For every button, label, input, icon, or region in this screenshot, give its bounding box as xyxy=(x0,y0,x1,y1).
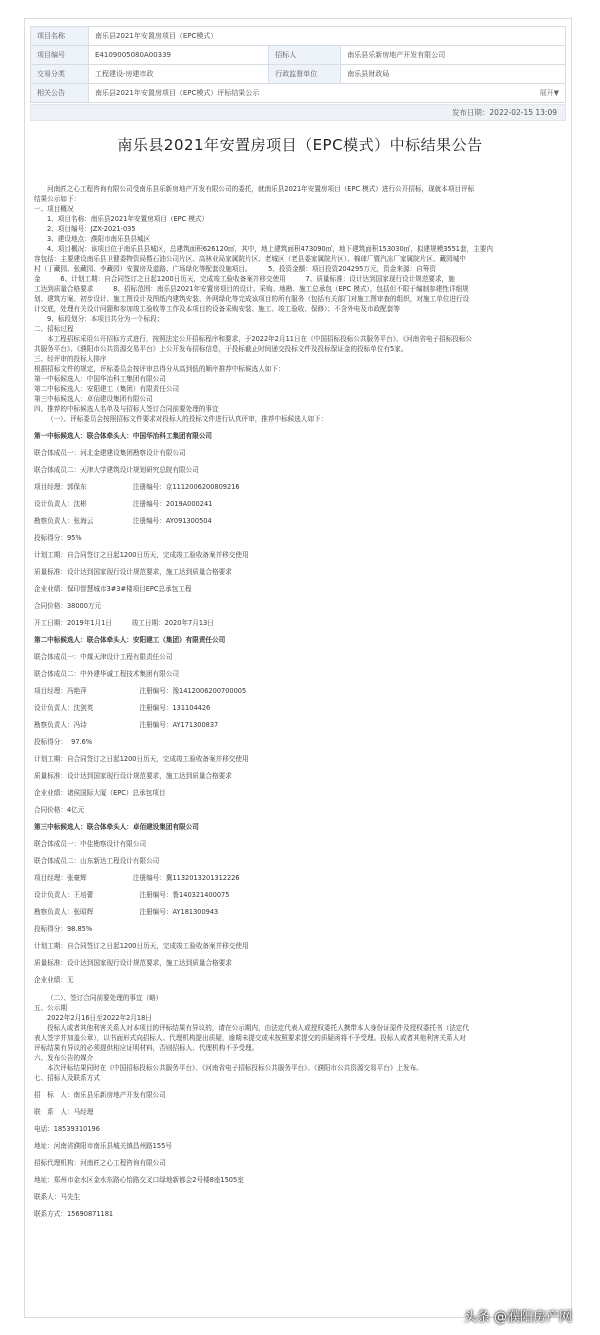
body-line: 2、项目编号：JZX-2021-035 xyxy=(47,225,136,233)
candidate-line: 质量标准：设计达到国家现行设计规范要求，施工达到质量合格要求 xyxy=(34,772,232,780)
candidate-line: 投标得分：98.85% xyxy=(34,925,93,933)
candidate-line: 计划工期：自合同签订之日起1200日历天，完成竣工验收备案并移交使用 xyxy=(34,755,249,763)
intro-line: 结果公示如下： xyxy=(34,195,81,203)
body-line: 3、建设地点：濮阳市南乐县县城区 xyxy=(47,235,151,243)
contact-line: 招 标 人：南乐县乐新房地产开发有限公司 xyxy=(34,1091,166,1099)
contact-line: 招标代理机构：河南匠之心工程咨询有限公司 xyxy=(34,1159,166,1167)
body-line: 共服务平台》、《濮阳市公共资源交易平台》上公开发布招标信息，于投标截止时间递交投标文件及投标保证金的投标单位有5家。 xyxy=(34,345,408,353)
body-line: 第二中标候选人：安阳建工（集团）有限责任公司 xyxy=(34,385,180,393)
related-notice-cell xyxy=(89,84,566,103)
candidate-heading: 第三中标候选人：联合体牵头人：卓佰建设集团有限公司 xyxy=(34,823,199,831)
section-heading: 三、经评审的投标人排序 xyxy=(34,355,107,363)
value-supervisor: 南乐县财政局 xyxy=(341,65,566,84)
notice-body xyxy=(34,184,562,1223)
section-heading: 五、公示期 xyxy=(34,1004,67,1012)
label-tenderer: 招标人 xyxy=(269,46,341,65)
candidate-line: 联合体成员二：山东新达工程设计有限公司 xyxy=(34,857,160,865)
contact-line: 电话：18539310196 xyxy=(34,1125,100,1133)
candidate-line: 联合体成员二：中外建华诚工程技术集团有限公司 xyxy=(34,670,180,678)
body-line: 投标人或者其他利害关系人对本项目的评标结果有异议的，请在公示期内，由法定代表人或授权委托人携带本人身份证原件及授权委托书（法定代 xyxy=(47,1024,469,1032)
candidate-line: 项目经理：张豪辉 注册编号：冀1132013201312226 xyxy=(34,874,240,882)
label-project-name: 项目名称 xyxy=(31,27,89,46)
candidate-line: 设计负责人：沈剑英 注册编号：131104426 xyxy=(34,704,211,712)
page-title: 南乐县2021年安置房项目（EPC模式）中标结果公告 xyxy=(117,136,483,154)
section-heading: 六、发布公告的媒介 xyxy=(34,1054,94,1062)
candidate-line: 联合体成员一：中煤天津设计工程有限责任公司 xyxy=(34,653,173,661)
body-line: 4、项目概况：该项目位于南乐县县城区，总建筑面积626120㎡，其中，地上建筑面积473090㎡，地下建筑面积153030㎡，拟建规模3551套，主要内 xyxy=(47,245,493,253)
label-category: 交易分类 xyxy=(31,65,89,84)
candidate-line: 合同价格：38000万元 xyxy=(34,602,102,610)
label-related-notice: 相关公告 xyxy=(31,84,89,103)
candidate-line: 联合体成员一：中佳勘察设计有限公司 xyxy=(34,840,147,848)
intro-line: 河南匠之心工程咨询有限公司受南乐县乐新房地产开发有限公司的委托，就南乐县2021年安置房项目（EPC 模式）进行公开招标，现就本项目评标 xyxy=(47,185,475,193)
label-supervisor: 行政监督单位 xyxy=(269,65,341,84)
contact-line: 联系人：马先生 xyxy=(34,1193,81,1201)
body-line: （二）、签订合同前要处理的事宜（略） xyxy=(47,994,163,1002)
candidate-line: 计划工期：自合同签订之日起1200日历天，完成竣工验收备案并移交使用 xyxy=(34,551,249,559)
candidate-line: 计划工期：自合同签订之日起1200日历天，完成竣工验收备案并移交使用 xyxy=(34,942,249,950)
candidate-line: 设计负责人：沈彬 注册编号：2019A000241 xyxy=(34,500,213,508)
body-line: 工达到质量合格要求 8、招标范围：南乐县2021年安置房项目的设计、采购、地勘、施工总承包（EPC 模式），包括但不限于编制参建性详细规 xyxy=(34,285,469,293)
candidate-heading: 第一中标候选人：联合体牵头人：中国华冶科工集团有限公司 xyxy=(34,432,213,440)
candidate-line: 合同价格：4亿元 xyxy=(34,806,85,814)
publish-date-bar xyxy=(30,104,566,121)
candidate-line: 设计负责人：王培蕾 注册编号：鲁140321400075 xyxy=(34,891,230,899)
value-project-code: E4109005080A00339 xyxy=(89,46,269,65)
expand-toggle[interactable]: 展开▼ xyxy=(539,89,559,97)
body-line: 本次评标结果同时在《中国招标投标公共服务平台》、《河南省电子招标投标公共服务平台》、《濮阳市公共资源交易平台》上发布。 xyxy=(47,1064,423,1072)
candidate-line: 投标得分： 97.6% xyxy=(34,738,93,746)
section-heading: 七、招标人及联系方式 xyxy=(34,1074,100,1082)
body-line: 金 6、计划工期：自合同签订之日起1200日历天，完成竣工验收备案并移交使用 7、质量标准：设计达到国家现行设计规范要求，施 xyxy=(34,275,455,283)
candidate-line: 联合体成员二：天津大学建筑设计规划研究总院有限公司 xyxy=(34,466,199,474)
body-line: 表人签字并加盖公章），以书面形式向招标人、代理机构提出质疑，逾期未提交或未按照要求提交的质疑函将不予受理。投标人或者其他利害关系人对 xyxy=(34,1034,466,1042)
section-heading: 一、项目概况 xyxy=(34,205,74,213)
project-info-table xyxy=(30,26,566,103)
contact-line: 联 系 人：马经理 xyxy=(34,1108,94,1116)
body-line: 1、项目名称：南乐县2021年安置房项目（EPC 模式） xyxy=(47,215,209,223)
body-line: 村（丁藏园、张藏园、李藏园）安置房及道路、广场绿化等配套设施项目。 5、投资金额：项目投资204295万元，资金来源：自筹资 xyxy=(34,265,436,273)
body-line: 9、标段划分：本项目共分为一个标段； xyxy=(47,315,164,323)
body-line: 2022年2月16日至2022年2月18日 xyxy=(47,1014,152,1022)
body-line: 划、建筑方案、初步设计、施工图设计及图纸内建筑安装、外网绿化等完成该项目的所有服务（包括有关部门对施工图审查的组织，对施工单位进行设 xyxy=(34,295,470,303)
candidate-line: 联合体成员一：河北金建建设集团勘察设计有限公司 xyxy=(34,449,186,457)
section-heading: 二、招标过程 xyxy=(34,325,74,333)
contact-line: 地址：河南省濮阳市南乐县城关镇昌州路155号 xyxy=(34,1142,172,1150)
body-line: 评标结果有异议的必须提供相应证明材料，否则招标人、代理机构不予受理。 xyxy=(34,1044,259,1052)
watermark: 头条 @濮阳房产网 xyxy=(463,1310,572,1325)
body-line: 计交底，处理有关设计问题和参加竣工验收等工作及本项目的设备采购安装、施工、竣工验收、保修）；不含外电及市政配套等 xyxy=(34,305,400,313)
body-line: （一）、评标委员会按照招标文件要求对投标人的投标文件进行认真评审，推荐中标候选人如下： xyxy=(47,415,328,423)
label-project-code: 项目编号 xyxy=(31,46,89,65)
candidate-heading: 第二中标候选人：联合体牵头人：安阳建工（集团）有限责任公司 xyxy=(34,636,226,644)
candidate-line: 企业业绩：无 xyxy=(34,976,74,984)
body-line: 本工程招标采用公开招标方式进行，按照法定公开招标程序和要求，于2022年2月11日在《中国招标投标公共服务平台》、《河南省电子招标投标公 xyxy=(47,335,472,343)
publish-date: 发布日期：2022-02-15 13:09 xyxy=(451,108,557,117)
candidate-line: 勘察负责人：冯诗 注册编号：AY171300837 xyxy=(34,721,219,729)
candidate-line: 勘察负责人：张昭辉 注册编号：AY181300943 xyxy=(34,908,219,916)
section-heading: 四、推荐的中标候选人名单及与招标人签订合同前要处理的事宜 xyxy=(34,405,219,413)
related-notice-link[interactable]: 南乐县2021年安置房项目（EPC模式）评标结果公示 xyxy=(95,89,260,97)
value-category: 工程建设-房建市政 xyxy=(89,65,269,84)
body-line: 第一中标候选人：中国华冶科工集团有限公司 xyxy=(34,375,166,383)
value-tenderer: 南乐县乐新房地产开发有限公司 xyxy=(341,46,566,65)
candidate-line: 企业业绩：保印智慧城市3#3#楼项目EPC总承包工程 xyxy=(34,585,192,593)
candidate-line: 质量标准：设计达到国家现行设计规范要求，施工达到质量合格要求 xyxy=(34,959,232,967)
candidate-line: 项目经理：冯艳萍 注册编号：豫1412006200700005 xyxy=(34,687,247,695)
candidate-line: 企业业绩：诸侯国际大厦（EPC）总承包项目 xyxy=(34,789,166,797)
body-line: 根据招标文件的规定，评标委员会按评审总得分从高到低的顺序推荐中标候选人如下： xyxy=(34,365,285,373)
candidate-line: 开工日期：2019年1月1日 竣工日期：2020年7月13日 xyxy=(34,619,214,627)
value-project-name: 南乐县2021年安置房项目（EPC模式） xyxy=(89,27,566,46)
candidate-line: 质量标准：设计达到国家现行设计规范要求，施工达到质量合格要求 xyxy=(34,568,232,576)
candidate-line: 勘察负责人：张海云 注册编号：AY091300504 xyxy=(34,517,212,525)
candidate-line: 投标得分：95% xyxy=(34,534,82,542)
body-line: 容包括：主要建设南乐县卫健委物资局暨石油公司片区、高林业局家属院片区、老城区（老县委家属院片区）、棉球厂暨汽冻厂家属院片区、藏园城中 xyxy=(34,255,466,263)
body-line: 第三中标候选人：卓佰建设集团有限公司 xyxy=(34,395,153,403)
candidate-line: 项目经理：郭保东 注册编号：京1112006200809216 xyxy=(34,483,240,491)
contact-line: 地址：郑州市金水区金水东路心怡路交叉口绿地新都会2号楼8座1505室 xyxy=(34,1176,244,1184)
contact-line: 联系方式：15690871181 xyxy=(34,1210,114,1218)
